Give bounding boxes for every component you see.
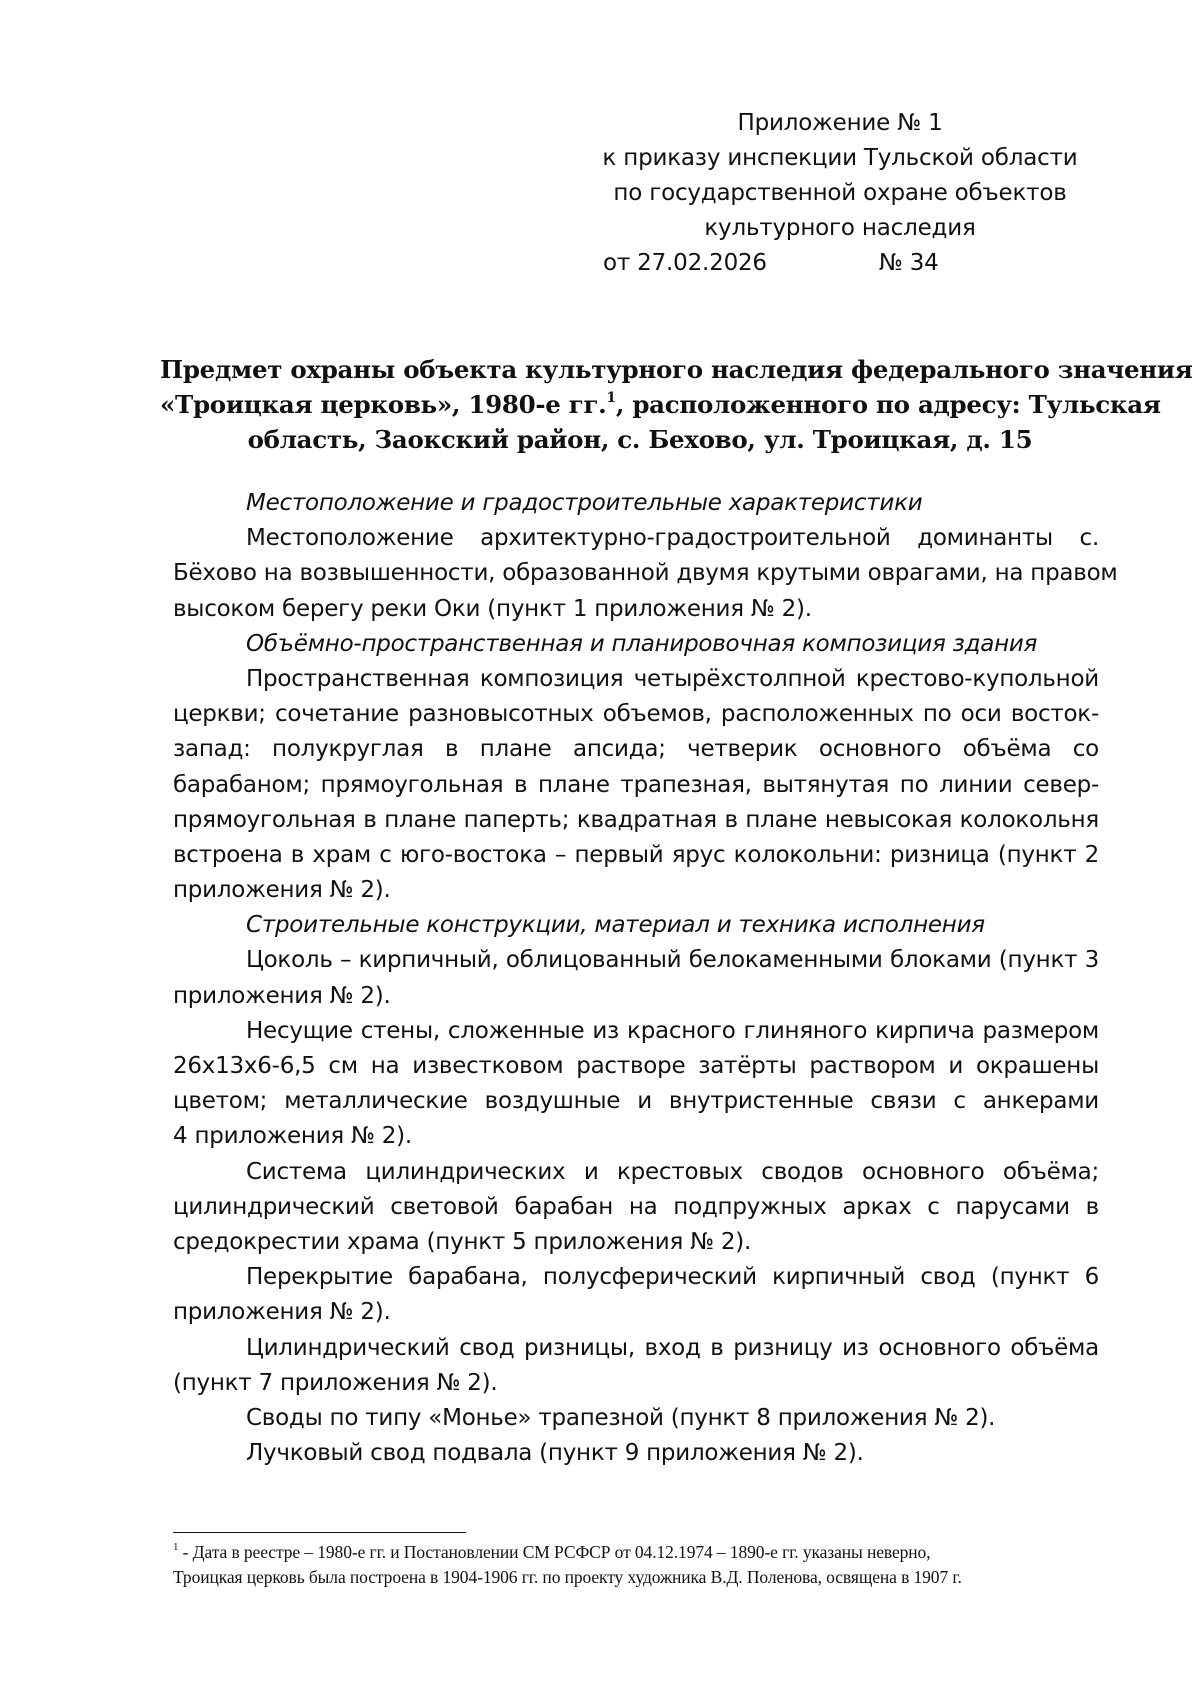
document-title [160,352,1193,457]
title-line-2 [160,387,1161,422]
paragraph-line: церкви; сочетание разновысотных объемов, расположенных по оси восток- [173,701,1099,728]
paragraph-line: Бёхово на возвышенности, образованной двумя крутыми оврагами, на правом [173,560,1118,587]
paragraph-line: высоком берегу реки Оки (пункт 1 приложения № 2). [173,595,812,622]
paragraph-line: Перекрытие барабана, полусферический кирпичный свод (пункт 6 [246,1264,1099,1291]
title-object-name: «Троицкая церковь», 1980-е гг. [160,390,607,419]
paragraph-line: 4 приложения № 2). [173,1123,412,1150]
footnote [173,1540,1103,1590]
footnote-marker: 1 [173,1541,179,1554]
title-line-1: Предмет охраны объекта культурного наследия федерального значения [160,355,1193,384]
footnote-text-1: - Дата в реестре – 1980-е гг. и Постановлении СМ РСФСР от 04.12.1974 – 1890-е гг. указаны неверно, [178,1542,931,1562]
paragraph-line: приложения № 2). [173,982,391,1009]
section-heading-construction: Строительные конструкции, материал и техника исполнения [246,912,985,939]
appendix-inspection: по государственной охране объектов [613,180,1067,206]
title-address-start: , расположенного по адресу: Тульская [615,390,1161,419]
paragraph-line: приложения № 2). [173,1299,391,1326]
paragraph-line: Несущие стены, сложенные из красного глиняного кирпича размером [246,1017,1099,1044]
paragraph-line: цилиндрический световой барабан на подпружных арках с парусами в [173,1193,1099,1220]
paragraph-line: Местоположение архитектурно-градостроительной доминанты с. [246,525,1099,552]
paragraph-line: Цоколь – кирпичный, облицованный белокаменными блоками (пункт 3 [246,947,1099,974]
paragraph-line: приложения № 2). [173,877,391,904]
paragraph-line: барабаном; прямоугольная в плане трапезная, вытянутая по линии север- [173,771,1099,798]
paragraph-line: 26х13х6-6,5 см на известковом растворе затёрты раствором и окрашены [173,1053,1099,1079]
footnote-divider [173,1532,466,1533]
appendix-heritage: культурного наследия [704,215,976,241]
appendix-title: Приложение № 1 [737,110,943,136]
title-line-3: область, Заокский район, с. Бехово, ул. Троицкая, д. 15 [247,425,1033,454]
paragraph-line: средокрестии храма (пункт 5 приложения № 2). [173,1228,752,1255]
paragraph-line: Лучковый свод подвала (пункт 9 приложения № 2). [246,1440,864,1467]
paragraph-line: Пространственная композиция четырёхстолпной крестово-купольной [246,665,1099,692]
paragraph-line: Своды по типу «Монье» трапезной (пункт 8 приложения № 2). [246,1404,996,1431]
paragraph-line: прямоугольная в плане паперть; квадратная в плане невысокая колокольня [173,806,1099,833]
appendix-header [560,106,1120,281]
paragraph-line: Цилиндрический свод ризницы, вход в ризницу из основного объёма [246,1334,1099,1361]
footnote-reference[interactable]: 1 [606,389,616,406]
appendix-order-ref: к приказу инспекции Тульской области [602,145,1078,171]
paragraph-line: запад: полукруглая в плане апсида; четверик основного объёма со [173,736,1099,763]
document-body [173,486,1118,1471]
order-number: № 34 [878,250,939,276]
footnote-line-1 [173,1540,1103,1565]
order-date-number [560,246,1120,281]
section-heading-composition: Объёмно-пространственная и планировочная композиция здания [246,630,1038,657]
paragraph-line: встроена в храм с юго-востока – первый ярус колокольни: ризница (пункт 2 [173,841,1099,868]
paragraph-line: Система цилиндрических и крестовых сводов основного объёма; [246,1158,1099,1185]
paragraph-line: (пункт 7 приложения № 2). [173,1369,498,1396]
paragraph-line: цветом; металлические воздушные и внутристенные связи с анкерами [173,1088,1099,1115]
order-date: от 27.02.2026 [603,250,767,276]
section-heading-location: Местоположение и градостроительные характеристики [246,490,923,516]
footnote-line-2: Троицкая церковь была построена в 1904-1906 гг. по проекту художника В.Д. Поленова, освящена в 1907 г. [173,1567,962,1587]
